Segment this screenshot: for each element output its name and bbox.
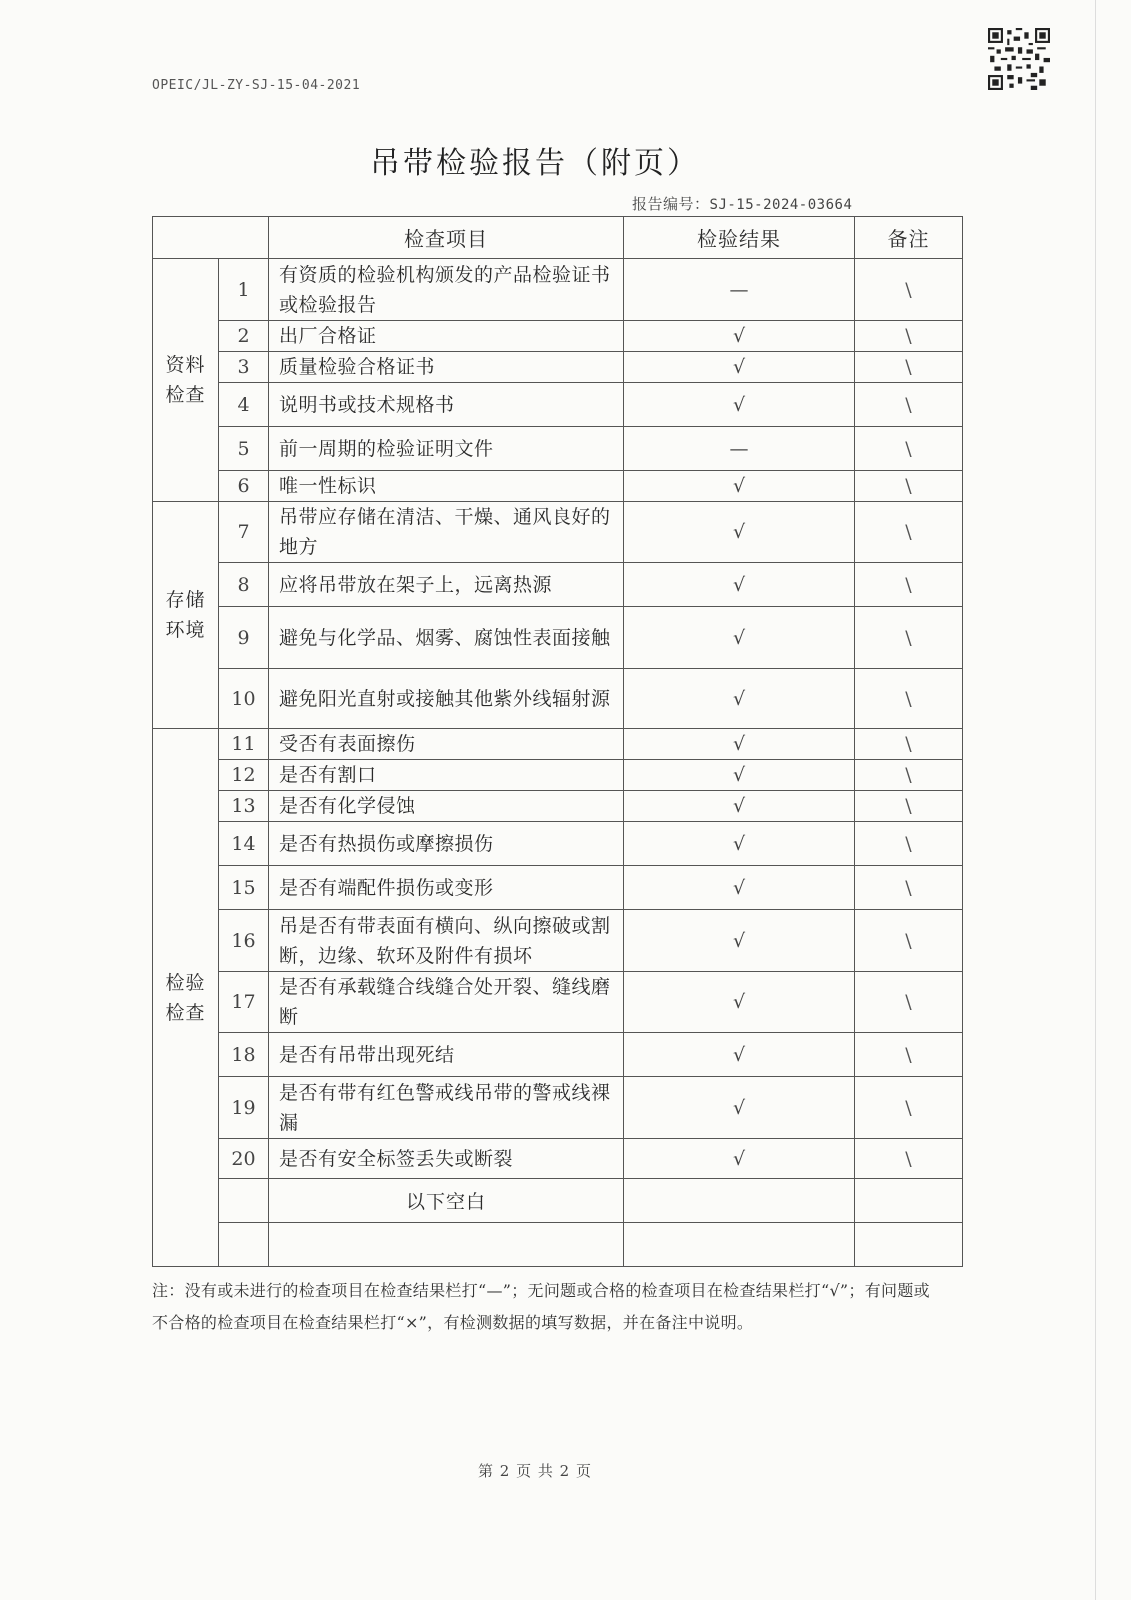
row-item: 是否有割口 — [269, 760, 624, 791]
page-title: 吊带检验报告（附页） — [370, 146, 700, 181]
group-label: 存储环境 — [153, 502, 219, 729]
row-item: 避免阳光直射或接触其他紫外线辐射源 — [269, 669, 624, 729]
table-row — [153, 563, 963, 607]
row-result: √ — [624, 972, 855, 1033]
row-result: √ — [624, 1033, 855, 1077]
row-number: 12 — [219, 760, 269, 791]
row-result — [624, 1179, 855, 1223]
row-number: 19 — [219, 1077, 269, 1139]
header-remark: 备注 — [855, 217, 963, 259]
table-row — [153, 1077, 963, 1139]
row-number — [219, 1223, 269, 1267]
table-row — [153, 760, 963, 791]
row-number — [219, 1179, 269, 1223]
note-text: 注：没有或未进行的检查项目在检查结果栏打“—”；无问题或合格的检查项目在检查结果栏打“√”；有问题或不合格的检查项目在检查结果栏打“×”，有检测数据的填写数据，并在备注中说明。 — [152, 1281, 930, 1332]
row-number: 6 — [219, 471, 269, 502]
row-item: 是否有热损伤或摩擦损伤 — [269, 822, 624, 866]
row-result: √ — [624, 669, 855, 729]
blank-below-text: 以下空白 — [269, 1179, 624, 1223]
header-corner-cell — [153, 217, 269, 259]
row-remark: \ — [855, 972, 963, 1033]
header-result: 检验结果 — [624, 217, 855, 259]
row-number: 15 — [219, 866, 269, 910]
row-remark: \ — [855, 383, 963, 427]
row-result: — — [624, 259, 855, 321]
group-label: 检验检查 — [153, 729, 219, 1267]
page-footer: 第 2 页 共 2 页 — [478, 1462, 592, 1480]
row-remark — [855, 1223, 963, 1267]
row-remark: \ — [855, 259, 963, 321]
row-remark — [855, 1179, 963, 1223]
row-number: 3 — [219, 352, 269, 383]
row-item: 是否有端配件损伤或变形 — [269, 866, 624, 910]
table-row — [153, 383, 963, 427]
row-item: 避免与化学品、烟雾、腐蚀性表面接触 — [269, 607, 624, 669]
row-number: 13 — [219, 791, 269, 822]
row-result: √ — [624, 729, 855, 760]
inspection-table — [152, 216, 963, 1267]
table-row — [153, 866, 963, 910]
table-header-row — [153, 217, 963, 259]
row-remark: \ — [855, 669, 963, 729]
row-number: 2 — [219, 321, 269, 352]
row-remark: \ — [855, 607, 963, 669]
row-number: 20 — [219, 1139, 269, 1179]
row-result: √ — [624, 791, 855, 822]
row-result: — — [624, 427, 855, 471]
row-number: 14 — [219, 822, 269, 866]
row-number: 17 — [219, 972, 269, 1033]
table-row — [153, 1139, 963, 1179]
row-number: 7 — [219, 502, 269, 563]
row-remark: \ — [855, 321, 963, 352]
row-result: √ — [624, 910, 855, 972]
row-result: √ — [624, 607, 855, 669]
table-row-empty — [153, 1223, 963, 1267]
report-number-value: SJ-15-2024-03664 — [709, 197, 853, 213]
row-item: 吊是否有带表面有横向、纵向擦破或割断，边缘、软环及附件有损坏 — [269, 910, 624, 972]
row-item: 是否有承载缝合线缝合处开裂、缝线磨断 — [269, 972, 624, 1033]
table-row — [153, 669, 963, 729]
row-item: 质量检验合格证书 — [269, 352, 624, 383]
row-remark: \ — [855, 791, 963, 822]
row-number: 11 — [219, 729, 269, 760]
row-remark: \ — [855, 1033, 963, 1077]
row-item: 是否有吊带出现死结 — [269, 1033, 624, 1077]
row-item: 出厂合格证 — [269, 321, 624, 352]
row-remark: \ — [855, 822, 963, 866]
row-item: 应将吊带放在架子上，远离热源 — [269, 563, 624, 607]
document-code: OPEIC/JL-ZY-SJ-15-04-2021 — [152, 78, 361, 93]
row-item: 说明书或技术规格书 — [269, 383, 624, 427]
row-result: √ — [624, 352, 855, 383]
row-result: √ — [624, 383, 855, 427]
row-remark: \ — [855, 910, 963, 972]
table-row — [153, 352, 963, 383]
row-number: 10 — [219, 669, 269, 729]
table-row — [153, 822, 963, 866]
row-item: 受否有表面擦伤 — [269, 729, 624, 760]
row-number: 9 — [219, 607, 269, 669]
report-number-label: 报告编号： — [632, 195, 710, 213]
table-row — [153, 502, 963, 563]
table-row — [153, 607, 963, 669]
table-row — [153, 1033, 963, 1077]
row-remark: \ — [855, 352, 963, 383]
table-row — [153, 729, 963, 760]
row-remark: \ — [855, 563, 963, 607]
row-number: 8 — [219, 563, 269, 607]
row-remark: \ — [855, 427, 963, 471]
row-result: √ — [624, 321, 855, 352]
row-item: 有资质的检验机构颁发的产品检验证书或检验报告 — [269, 259, 624, 321]
row-item — [269, 1223, 624, 1267]
table-row — [153, 972, 963, 1033]
row-result: √ — [624, 822, 855, 866]
row-item: 是否有安全标签丢失或断裂 — [269, 1139, 624, 1179]
table-row — [153, 427, 963, 471]
row-remark: \ — [855, 760, 963, 791]
row-remark: \ — [855, 502, 963, 563]
row-result: √ — [624, 1077, 855, 1139]
page-edge-line — [1095, 0, 1096, 1600]
row-result — [624, 1223, 855, 1267]
row-remark: \ — [855, 1077, 963, 1139]
row-result: √ — [624, 866, 855, 910]
row-result: √ — [624, 563, 855, 607]
table-row — [153, 471, 963, 502]
row-number: 16 — [219, 910, 269, 972]
row-number: 18 — [219, 1033, 269, 1077]
table-row-blank — [153, 1179, 963, 1223]
group-label: 资料检查 — [153, 259, 219, 502]
row-remark: \ — [855, 1139, 963, 1179]
row-result: √ — [624, 1139, 855, 1179]
row-result: √ — [624, 471, 855, 502]
table-row — [153, 259, 963, 321]
row-number: 4 — [219, 383, 269, 427]
row-item: 吊带应存储在清洁、干燥、通风良好的地方 — [269, 502, 624, 563]
row-item: 唯一性标识 — [269, 471, 624, 502]
table-row — [153, 910, 963, 972]
header-inspection-item: 检查项目 — [269, 217, 624, 259]
row-remark: \ — [855, 471, 963, 502]
report-number — [632, 193, 852, 214]
row-item: 前一周期的检验证明文件 — [269, 427, 624, 471]
row-remark: \ — [855, 729, 963, 760]
row-remark: \ — [855, 866, 963, 910]
row-result: √ — [624, 502, 855, 563]
row-item: 是否有带有红色警戒线吊带的警戒线裸漏 — [269, 1077, 624, 1139]
row-item: 是否有化学侵蚀 — [269, 791, 624, 822]
row-result: √ — [624, 760, 855, 791]
table-row — [153, 791, 963, 822]
table-row — [153, 321, 963, 352]
qr-code-icon — [988, 28, 1050, 90]
row-number: 5 — [219, 427, 269, 471]
row-number: 1 — [219, 259, 269, 321]
